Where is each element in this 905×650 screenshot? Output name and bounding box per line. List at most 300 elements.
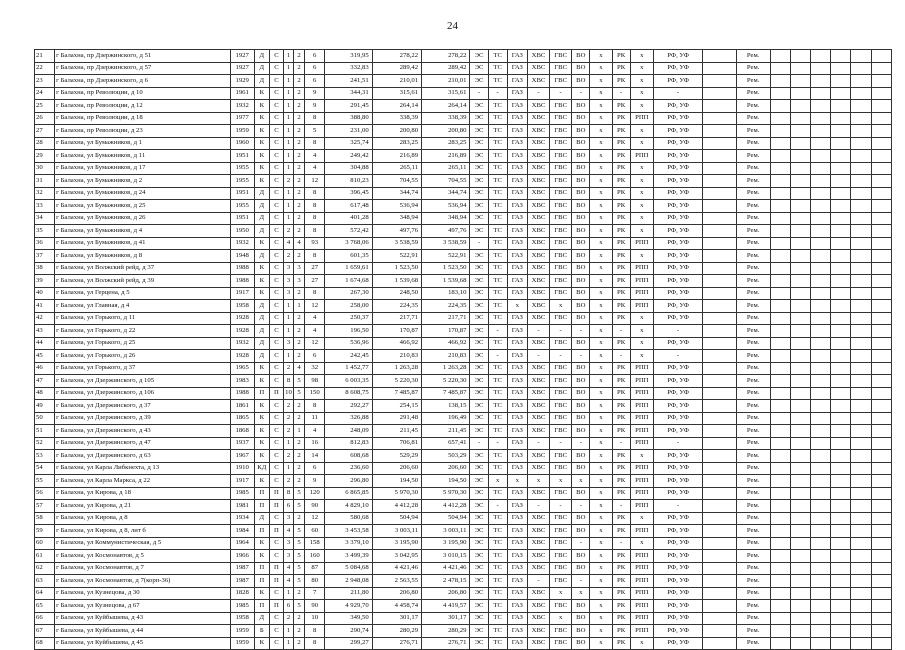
empty-cell	[770, 625, 790, 638]
table-cell: С	[269, 262, 283, 275]
table-cell: 2	[294, 125, 305, 138]
table-cell: 349,50	[325, 612, 372, 625]
table-cell: 216,89	[372, 150, 421, 163]
empty-cell	[811, 537, 831, 550]
table-cell	[703, 350, 736, 363]
table-cell: 33	[35, 200, 55, 213]
table-row	[35, 50, 892, 63]
table-cell	[703, 362, 736, 375]
table-cell: 315,61	[372, 87, 421, 100]
table-cell: РФ, УФ	[653, 112, 702, 125]
table-cell: 35	[35, 225, 55, 238]
table-cell: х	[590, 362, 612, 375]
table-cell: х	[630, 175, 653, 188]
table-cell: 90	[305, 500, 325, 513]
table-cell: С	[269, 412, 283, 425]
table-cell: ГВС	[550, 225, 572, 238]
table-cell: 50	[35, 412, 55, 425]
table-row	[35, 475, 892, 488]
table-cell: РК	[612, 262, 630, 275]
table-cell	[703, 187, 736, 200]
table-cell	[703, 275, 736, 288]
table-cell: ВО	[572, 112, 590, 125]
table-cell: 5	[294, 487, 305, 500]
table-cell: х	[590, 387, 612, 400]
table-cell: г Балахна, ул Волжский рейд, д 37	[55, 262, 230, 275]
table-cell: С	[269, 450, 283, 463]
empty-cell	[790, 462, 810, 475]
table-row	[35, 450, 892, 463]
table-cell: К	[254, 587, 269, 600]
empty-cell	[770, 387, 790, 400]
table-cell: 37	[35, 250, 55, 263]
table-cell: 248,09	[325, 425, 372, 438]
table-cell: ГВС	[550, 562, 572, 575]
empty-cell	[790, 637, 810, 650]
empty-cell	[811, 337, 831, 350]
empty-cell	[851, 75, 871, 88]
table-cell	[703, 587, 736, 600]
table-cell: РК	[612, 375, 630, 388]
table-cell: х	[572, 475, 590, 488]
table-cell: -	[612, 500, 630, 513]
table-cell: х	[590, 612, 612, 625]
table-cell: 276,71	[422, 637, 470, 650]
table-cell: 5 970,30	[422, 487, 470, 500]
table-cell: 276,71	[372, 637, 421, 650]
table-cell: -	[527, 575, 549, 588]
table-cell: ВО	[572, 487, 590, 500]
table-cell: Б	[254, 625, 269, 638]
empty-cell	[770, 250, 790, 263]
table-cell: С	[269, 112, 283, 125]
table-cell: 7 485,87	[372, 387, 421, 400]
table-cell: 1	[283, 50, 293, 63]
table-cell: С	[269, 75, 283, 88]
table-row	[35, 562, 892, 575]
table-cell: ЭС	[470, 312, 488, 325]
table-cell: 2	[294, 450, 305, 463]
table-cell: Рем.	[736, 587, 770, 600]
table-cell: С	[269, 312, 283, 325]
table-cell: 1955	[230, 175, 254, 188]
empty-cell	[811, 175, 831, 188]
table-cell: ГАЗ	[507, 400, 527, 413]
empty-cell	[871, 337, 891, 350]
table-cell: РПП	[630, 550, 653, 563]
table-cell: С	[269, 425, 283, 438]
table-cell: ГАЗ	[507, 100, 527, 113]
table-cell: ГАЗ	[507, 575, 527, 588]
table-cell: ГВС	[550, 250, 572, 263]
table-cell: 2	[294, 137, 305, 150]
table-cell: 1928	[230, 312, 254, 325]
table-cell: РК	[612, 237, 630, 250]
table-cell: РФ, УФ	[653, 600, 702, 613]
empty-cell	[871, 262, 891, 275]
table-cell: 283,25	[372, 137, 421, 150]
empty-cell	[871, 162, 891, 175]
table-cell: ТС	[488, 550, 507, 563]
table-cell: РФ, УФ	[653, 550, 702, 563]
empty-cell	[770, 287, 790, 300]
table-row	[35, 125, 892, 138]
table-cell: г Балахна, ул Дзержинского, д 106	[55, 387, 230, 400]
table-cell: 1951	[230, 187, 254, 200]
table-cell: 44	[35, 337, 55, 350]
table-cell: 1	[283, 300, 293, 313]
table-cell: ГАЗ	[507, 275, 527, 288]
empty-cell	[871, 625, 891, 638]
table-cell: С	[269, 200, 283, 213]
empty-cell	[831, 237, 851, 250]
empty-cell	[770, 275, 790, 288]
table-cell: 3	[294, 262, 305, 275]
table-cell: К	[254, 100, 269, 113]
table-cell: ТС	[488, 575, 507, 588]
table-cell: г Балахна, ул Карла Либкнехта, д 13	[55, 462, 230, 475]
table-cell: РФ, УФ	[653, 462, 702, 475]
table-cell: ГАЗ	[507, 162, 527, 175]
table-cell: г Балахна, ул Кирова, д 21	[55, 500, 230, 513]
table-cell: ГВС	[550, 262, 572, 275]
table-cell: РПП	[630, 475, 653, 488]
table-cell: -	[488, 87, 507, 100]
empty-cell	[790, 187, 810, 200]
table-cell: 292,27	[325, 400, 372, 413]
table-cell: П	[269, 562, 283, 575]
table-cell: 1910	[230, 462, 254, 475]
table-cell: РПП	[630, 612, 653, 625]
table-cell: 1 263,28	[422, 362, 470, 375]
table-cell: ВО	[572, 412, 590, 425]
table-cell: х	[590, 487, 612, 500]
table-cell: РФ, УФ	[653, 575, 702, 588]
table-cell: 344,74	[422, 187, 470, 200]
table-cell: ЭС	[470, 275, 488, 288]
table-cell: х	[590, 87, 612, 100]
table-cell: ХВС	[527, 75, 549, 88]
table-cell: Рем.	[736, 412, 770, 425]
table-cell: ГВС	[550, 162, 572, 175]
table-cell: х	[590, 425, 612, 438]
table-cell	[703, 562, 736, 575]
table-cell: ТС	[488, 637, 507, 650]
table-row	[35, 500, 892, 513]
table-cell: 291,48	[372, 412, 421, 425]
empty-cell	[811, 100, 831, 113]
table-cell: 26	[35, 112, 55, 125]
table-cell: ЭС	[470, 150, 488, 163]
table-row	[35, 200, 892, 213]
table-cell: 90	[305, 600, 325, 613]
table-cell: -	[488, 350, 507, 363]
table-cell: ТС	[488, 275, 507, 288]
table-cell: 1987	[230, 575, 254, 588]
table-cell: х	[590, 225, 612, 238]
table-cell: ТС	[488, 362, 507, 375]
table-cell: ВО	[572, 187, 590, 200]
table-cell: 10	[283, 387, 293, 400]
table-cell: х	[590, 375, 612, 388]
empty-cell	[770, 612, 790, 625]
empty-cell	[790, 275, 810, 288]
table-cell: 87	[305, 562, 325, 575]
table-cell: 2 948,08	[325, 575, 372, 588]
table-cell: 2	[283, 175, 293, 188]
table-row	[35, 625, 892, 638]
table-cell: Рем.	[736, 175, 770, 188]
table-cell: Рем.	[736, 212, 770, 225]
table-cell: 2	[294, 312, 305, 325]
table-cell: 1927	[230, 50, 254, 63]
table-cell: ГАЗ	[507, 412, 527, 425]
empty-cell	[831, 75, 851, 88]
table-cell: РФ, УФ	[653, 337, 702, 350]
table-cell: РК	[612, 225, 630, 238]
table-cell: 1981	[230, 500, 254, 513]
table-cell: ТС	[488, 75, 507, 88]
table-cell: РФ, УФ	[653, 512, 702, 525]
table-cell: ЭС	[470, 125, 488, 138]
table-cell: -	[653, 87, 702, 100]
table-cell: 1	[283, 100, 293, 113]
table-cell: РФ, УФ	[653, 487, 702, 500]
table-cell: 1	[283, 200, 293, 213]
table-cell: К	[254, 287, 269, 300]
table-cell: 2	[294, 200, 305, 213]
table-cell: С	[269, 362, 283, 375]
table-cell: х	[590, 462, 612, 475]
empty-cell	[770, 87, 790, 100]
table-cell: ТС	[488, 400, 507, 413]
table-cell: -	[572, 537, 590, 550]
empty-cell	[770, 312, 790, 325]
table-cell: ГАЗ	[507, 187, 527, 200]
empty-cell	[831, 500, 851, 513]
empty-cell	[851, 225, 871, 238]
table-cell: Рем.	[736, 400, 770, 413]
empty-cell	[871, 575, 891, 588]
table-cell: 2	[294, 462, 305, 475]
table-cell: РК	[612, 450, 630, 463]
empty-cell	[790, 225, 810, 238]
table-cell: Рем.	[736, 387, 770, 400]
table-cell: 210,01	[422, 75, 470, 88]
table-cell: 812,83	[325, 437, 372, 450]
table-cell: Рем.	[736, 250, 770, 263]
empty-cell	[811, 462, 831, 475]
table-cell: ХВС	[527, 237, 549, 250]
table-cell: П	[269, 525, 283, 538]
table-cell: 1	[283, 187, 293, 200]
table-cell: 12	[305, 337, 325, 350]
table-cell: г Балахна, ул Космонавтов, д 7	[55, 562, 230, 575]
empty-cell	[790, 337, 810, 350]
table-cell: г Балахна, ул Бумажников, д 41	[55, 237, 230, 250]
table-cell: -	[572, 500, 590, 513]
table-cell: х	[630, 512, 653, 525]
table-cell: Рем.	[736, 100, 770, 113]
table-cell: ГВС	[550, 362, 572, 375]
table-cell: ГАЗ	[507, 337, 527, 350]
empty-cell	[831, 562, 851, 575]
table-cell: 55	[35, 475, 55, 488]
table-cell: ЭС	[470, 575, 488, 588]
empty-cell	[851, 487, 871, 500]
table-cell	[703, 475, 736, 488]
empty-cell	[790, 300, 810, 313]
table-cell: х	[630, 62, 653, 75]
table-cell: ГАЗ	[507, 125, 527, 138]
table-cell: ВО	[572, 100, 590, 113]
table-cell: С	[269, 287, 283, 300]
table-cell: 3	[283, 512, 293, 525]
table-cell: РФ, УФ	[653, 287, 702, 300]
table-cell: 325,74	[325, 137, 372, 150]
table-cell	[703, 62, 736, 75]
table-cell: -	[550, 437, 572, 450]
empty-cell	[790, 200, 810, 213]
table-cell: 6 003,35	[325, 375, 372, 388]
table-cell: П	[269, 500, 283, 513]
empty-cell	[811, 612, 831, 625]
table-cell: ГАЗ	[507, 200, 527, 213]
table-cell: РК	[612, 512, 630, 525]
table-cell: 64	[35, 587, 55, 600]
table-cell: г Балахна, ул Горького, д 25	[55, 337, 230, 350]
table-cell: ВО	[572, 625, 590, 638]
table-cell: х	[590, 437, 612, 450]
table-cell: ГВС	[550, 525, 572, 538]
table-cell	[703, 312, 736, 325]
table-cell: ГВС	[550, 187, 572, 200]
table-cell: ЭС	[470, 112, 488, 125]
table-cell: 1955	[230, 200, 254, 213]
table-cell: ГАЗ	[507, 312, 527, 325]
table-cell: С	[269, 275, 283, 288]
table-cell: 160	[305, 550, 325, 563]
table-cell: 299,27	[325, 637, 372, 650]
empty-cell	[811, 262, 831, 275]
empty-cell	[871, 462, 891, 475]
table-row	[35, 400, 892, 413]
table-cell: ГВС	[550, 425, 572, 438]
table-cell: РФ, УФ	[653, 612, 702, 625]
empty-cell	[831, 375, 851, 388]
table-cell: 608,68	[325, 450, 372, 463]
empty-cell	[851, 412, 871, 425]
table-cell: 2	[294, 512, 305, 525]
table-cell: 1937	[230, 437, 254, 450]
table-cell: 503,29	[422, 450, 470, 463]
table-cell: 170,87	[422, 325, 470, 338]
table-cell	[703, 600, 736, 613]
table-cell: х	[590, 50, 612, 63]
table-cell: ГАЗ	[507, 587, 527, 600]
empty-cell	[851, 475, 871, 488]
table-row	[35, 587, 892, 600]
table-cell: г Балахна, ул Куйбышева, д 45	[55, 637, 230, 650]
table-cell: ТС	[488, 300, 507, 313]
table-cell: ТС	[488, 262, 507, 275]
table-cell: 68	[35, 637, 55, 650]
table-cell: х	[630, 350, 653, 363]
table-cell: ЭС	[470, 287, 488, 300]
empty-cell	[790, 475, 810, 488]
empty-cell	[770, 562, 790, 575]
table-cell: ЭС	[470, 537, 488, 550]
table-cell: ВО	[572, 200, 590, 213]
table-cell: 30	[35, 162, 55, 175]
table-cell: х	[590, 187, 612, 200]
table-cell: 2	[294, 350, 305, 363]
table-cell: РФ, УФ	[653, 162, 702, 175]
table-cell: Рем.	[736, 162, 770, 175]
table-cell: ГВС	[550, 400, 572, 413]
table-cell: ХВС	[527, 212, 549, 225]
empty-cell	[831, 287, 851, 300]
table-cell: ГВС	[550, 100, 572, 113]
empty-cell	[811, 300, 831, 313]
empty-cell	[770, 150, 790, 163]
table-cell: 1951	[230, 150, 254, 163]
table-cell: РК	[612, 550, 630, 563]
table-cell: РПП	[630, 562, 653, 575]
empty-cell	[851, 87, 871, 100]
table-cell: РФ, УФ	[653, 562, 702, 575]
table-cell: ГАЗ	[507, 450, 527, 463]
empty-cell	[770, 62, 790, 75]
table-cell: 1 539,68	[422, 275, 470, 288]
table-cell: 38	[35, 262, 55, 275]
table-cell: ГВС	[550, 387, 572, 400]
empty-cell	[871, 225, 891, 238]
empty-cell	[811, 625, 831, 638]
empty-cell	[871, 475, 891, 488]
table-cell: Д	[254, 50, 269, 63]
table-cell: х	[630, 162, 653, 175]
table-cell: ГАЗ	[507, 62, 527, 75]
table-cell: 27	[305, 262, 325, 275]
table-cell: ВО	[572, 312, 590, 325]
empty-cell	[790, 487, 810, 500]
empty-cell	[790, 237, 810, 250]
table-cell	[703, 612, 736, 625]
empty-cell	[871, 387, 891, 400]
table-cell: 1	[283, 350, 293, 363]
table-cell: г Балахна, ул Дзержинского, д 63	[55, 450, 230, 463]
table-cell: х	[590, 350, 612, 363]
table-cell: 6	[305, 350, 325, 363]
table-row	[35, 437, 892, 450]
empty-cell	[851, 162, 871, 175]
empty-cell	[871, 612, 891, 625]
empty-cell	[831, 137, 851, 150]
table-row	[35, 337, 892, 350]
table-cell: х	[630, 87, 653, 100]
empty-cell	[871, 437, 891, 450]
table-cell: 6	[305, 50, 325, 63]
table-cell: -	[470, 237, 488, 250]
table-cell: ТС	[488, 462, 507, 475]
table-cell: ГАЗ	[507, 487, 527, 500]
table-cell: К	[254, 87, 269, 100]
empty-cell	[871, 100, 891, 113]
table-cell: К	[254, 125, 269, 138]
empty-cell	[790, 575, 810, 588]
table-cell: 8 608,75	[325, 387, 372, 400]
